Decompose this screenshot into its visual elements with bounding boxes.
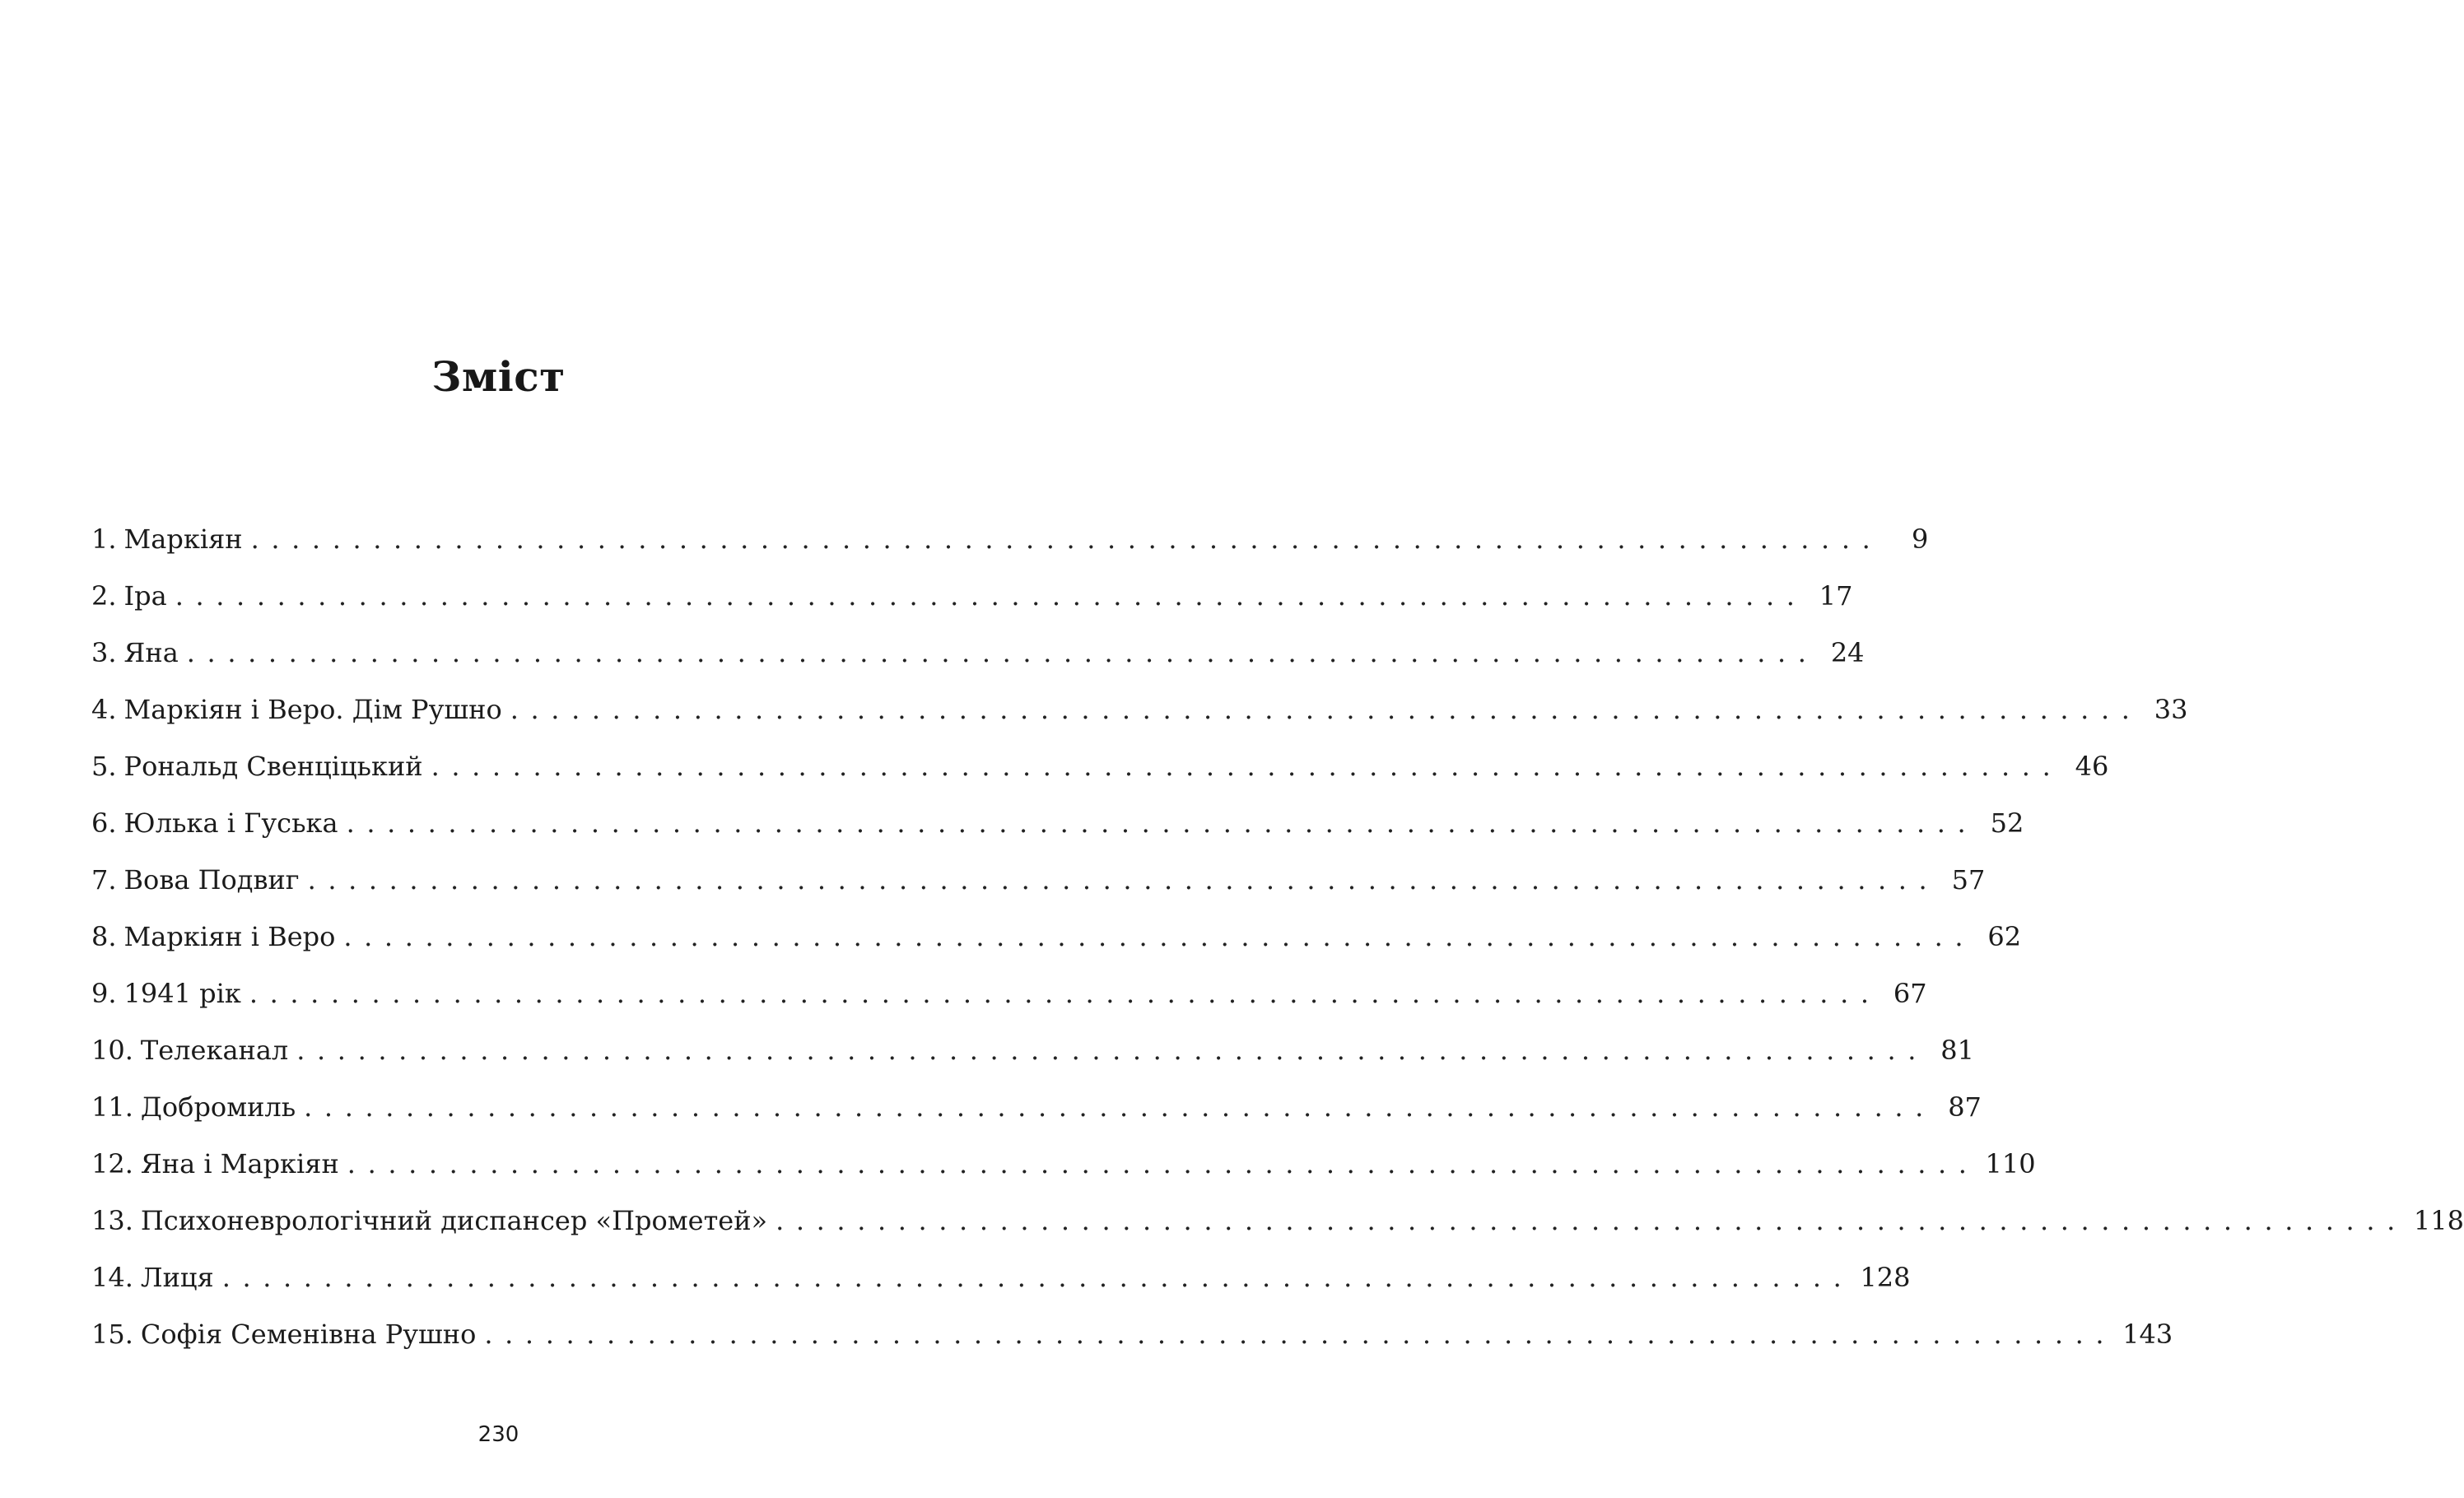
- entry-title: Добромиль: [140, 1091, 296, 1123]
- entry-page-number: 81: [1940, 1035, 1974, 1066]
- entry-page-number: 110: [1985, 1148, 2036, 1179]
- page-number: 230: [477, 1422, 519, 1447]
- entry-title: Іра: [123, 580, 167, 612]
- entry-title: Вова Подвиг: [123, 864, 300, 896]
- toc-entry: [91, 568, 1853, 625]
- entry-number: 3.: [91, 637, 117, 668]
- entry-page-number: 67: [1893, 978, 1927, 1009]
- entry-number: 13.: [91, 1205, 133, 1236]
- toc-entry: [91, 1022, 1974, 1079]
- toc-entry: [91, 625, 1865, 682]
- entry-number: 6.: [91, 807, 117, 839]
- entry-number: 7.: [91, 864, 117, 896]
- dot-leader: ................................................................................: [307, 864, 1940, 896]
- toc-entry: [91, 1249, 1911, 1306]
- entry-page-number: 87: [1948, 1091, 1982, 1123]
- dot-leader: ................................................................................: [510, 694, 2142, 725]
- entry-page-number: 33: [2154, 694, 2188, 725]
- entry-title: Телеканал: [140, 1035, 289, 1066]
- entry-title: Яна і Маркіян: [140, 1148, 339, 1179]
- entry-page-number: 62: [1987, 921, 2022, 952]
- toc-entry: [91, 682, 2188, 738]
- toc-entry: [91, 511, 1929, 568]
- entry-page-number: 57: [1951, 864, 1986, 896]
- dot-leader: ................................................................................: [776, 1205, 2407, 1236]
- dot-leader: ................................................................................: [221, 1262, 1854, 1293]
- entry-number: 1.: [91, 523, 117, 555]
- entry-number: 8.: [91, 921, 117, 952]
- entry-title: Яна: [123, 637, 179, 668]
- dot-leader: ................................................................................: [346, 807, 1978, 839]
- entry-title: Маркіян: [123, 523, 243, 555]
- toc-entry: [91, 738, 2109, 795]
- entry-number: 11.: [91, 1091, 133, 1123]
- entry-title: Юлька і Гуська: [123, 807, 338, 839]
- page-title: Зміст: [431, 351, 566, 401]
- entry-page-number: 9: [1912, 523, 1929, 555]
- entry-title: Маркіян і Веро: [123, 921, 336, 952]
- entry-number: 12.: [91, 1148, 133, 1179]
- toc-entry: [91, 852, 1986, 909]
- toc-entry: [91, 1306, 2173, 1363]
- dot-leader: ................................................................................: [484, 1319, 2117, 1350]
- dot-leader: ................................................................................: [250, 523, 1883, 555]
- entry-number: 10.: [91, 1035, 133, 1066]
- entry-number: 5.: [91, 751, 117, 782]
- entry-title: Лиця: [140, 1262, 214, 1293]
- entry-title: Психоневрологічний диспансер «Прометей»: [140, 1205, 768, 1236]
- entry-number: 2.: [91, 580, 117, 612]
- entry-number: 14.: [91, 1262, 133, 1293]
- entry-page-number: 24: [1830, 637, 1865, 668]
- entry-title: Маркіян і Веро. Дім Рушно: [123, 694, 502, 725]
- dot-leader: ................................................................................: [343, 921, 1976, 952]
- toc-entry: [91, 965, 1927, 1022]
- entry-number: 15.: [91, 1319, 133, 1350]
- entry-page-number: 52: [1990, 807, 2024, 839]
- dot-leader: ................................................................................: [186, 637, 1819, 668]
- entry-title: Рональд Свенціцький: [123, 751, 423, 782]
- entry-page-number: 46: [2075, 751, 2109, 782]
- entry-title: 1941 рік: [123, 978, 241, 1009]
- entry-page-number: 17: [1819, 580, 1853, 612]
- dot-leader: ................................................................................: [347, 1148, 1979, 1179]
- entry-number: 9.: [91, 978, 117, 1009]
- toc-entry: [91, 1136, 2036, 1193]
- dot-leader: ................................................................................: [304, 1091, 1935, 1123]
- entry-number: 4.: [91, 694, 117, 725]
- entry-page-number: 118: [2413, 1205, 2464, 1236]
- toc-entry: [91, 795, 2024, 852]
- dot-leader: ................................................................................: [249, 978, 1881, 1009]
- toc-entry: [91, 1079, 1982, 1136]
- entry-page-number: 128: [1860, 1262, 1911, 1293]
- dot-leader: ................................................................................: [431, 751, 2063, 782]
- dot-leader: ................................................................................: [175, 580, 1807, 612]
- table-of-contents: [91, 511, 2464, 1363]
- toc-entry: [91, 909, 2022, 965]
- entry-title: Софія Семенівна Рушно: [140, 1319, 477, 1350]
- entry-page-number: 143: [2122, 1319, 2173, 1350]
- dot-leader: ................................................................................: [296, 1035, 1928, 1066]
- toc-entry: [91, 1193, 2464, 1249]
